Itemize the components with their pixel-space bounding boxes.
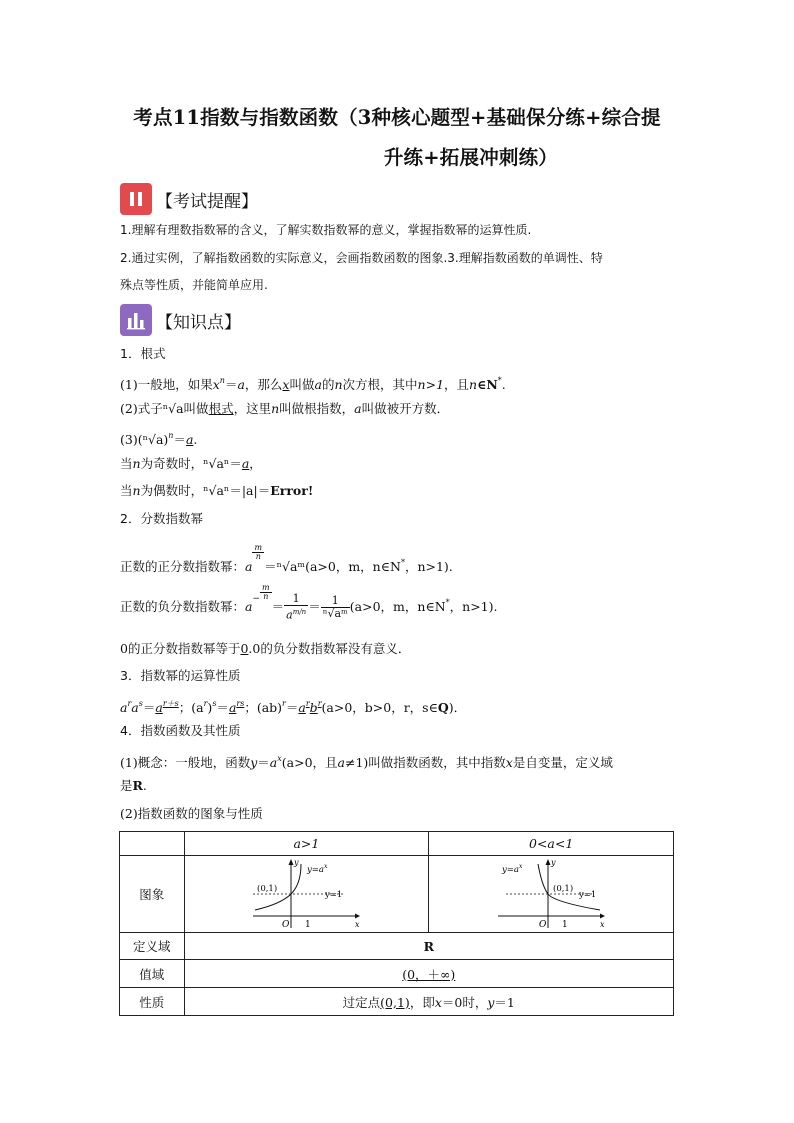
x-axis-arrow-icon [600, 914, 605, 919]
y-axis-arrow-icon [546, 859, 551, 865]
s2-title: 2．分数指数幂 [120, 511, 203, 526]
increasing-exp-graph [251, 858, 361, 930]
s4-line-3: (2)指数函数的图象与性质 [120, 806, 263, 821]
x-axis-arrow-icon [355, 914, 360, 919]
table-row [120, 856, 674, 933]
s1-title: 1．根式 [120, 346, 166, 361]
x-label: x [355, 920, 360, 929]
knowledge-heading [120, 304, 241, 336]
header-a-between-0-1: 0<a<1 [429, 832, 674, 856]
s2-line-1: 正数的正分数指数幂：a $\frac{m}{n}$ ＝ⁿ√aᵐ(a>0，m，n∈N*，n>1). [120, 543, 453, 574]
x-label: x [600, 920, 605, 929]
pause-bars-icon [120, 183, 152, 215]
title-line-2: 升练+拓展冲刺练） [383, 146, 558, 169]
reminder-heading-text: 【考试提醒】 [156, 191, 258, 212]
range-value: (0，＋∞) [184, 960, 673, 988]
header-a-greater-1: a>1 [184, 832, 429, 856]
reminder-line-1: 1.理解有理数指数幂的含义，了解实数指数幂的意义，掌握指数幂的运算性质. [120, 223, 532, 237]
table-row [120, 960, 674, 988]
y-axis-arrow-icon [289, 859, 294, 865]
s1-line-4: 当n为奇数时，ⁿ√aⁿ＝a， [120, 456, 262, 471]
s1-line-2: (2)式子ⁿ√a叫做根式，这里n叫做根指数，a叫做被开方数． [120, 401, 450, 416]
origin-label: O [282, 920, 290, 930]
reminder-heading [120, 183, 258, 215]
s4-line-1: (1)概念：一般地，函数$y=a^x(a>0$，且a≠1)叫做指数函数，其中指数x是自变量，定义域 [120, 754, 613, 770]
s2-line-2: 正数的负分数指数幂：a− $\frac{m}{n}$ ＝ $\frac{1}{a^{m/n}}$ ＝ $\frac{1}{\text{ⁿ√aᵐ}}$ (a>0，m，n∈N*，n>1). [120, 583, 498, 622]
table-row [120, 988, 674, 1016]
row-label-domain: 定义域 [120, 933, 185, 960]
property-value: 过定点(0,1)，即x＝0时，y＝1 [184, 988, 673, 1016]
s1-line-1: (1)一般地，如果$x^n=a$，那么x叫做a的n次方根，其中n>1，且n∈N*. [120, 376, 506, 392]
graph-increasing [184, 856, 429, 933]
s1-line-5: 当n为偶数时，ⁿ√aⁿ＝|a|＝Error! [120, 483, 314, 498]
domain-value: R [184, 933, 673, 960]
y-label: y [551, 858, 556, 867]
bar-chart-icon [120, 304, 152, 336]
row-label-graph: 图象 [120, 856, 185, 933]
s4-line-2: 是R. [120, 778, 147, 793]
title-line-1: 考点11指数与指数函数（3种核心题型+基础保分练+综合提 [133, 106, 661, 129]
row-label-range: 值域 [120, 960, 185, 988]
function-label: $y=a^x$ [307, 863, 328, 875]
s4-title: 4．指数函数及其性质 [120, 723, 241, 738]
knowledge-heading-text: 【知识点】 [156, 312, 241, 333]
asymptote-label: y=1 [579, 890, 597, 900]
exp-function-table [119, 831, 674, 1016]
reminder-line-3: 殊点等性质，并能简单应用. [120, 278, 268, 292]
decreasing-exp-graph [496, 858, 606, 930]
s3-line-1: $a^ra^s=a^{r+s}$；$(a^r)^s=a^{rs}$；$(ab)^r=a^rb^r(a>0$，b>0，r，s∈Q)． [120, 699, 467, 715]
asymptote-label: y=1 [325, 890, 343, 900]
table-row [120, 933, 674, 960]
tick-1-label: 1 [305, 920, 312, 930]
y-label: y [294, 858, 299, 867]
point-label: (0,1) [257, 884, 278, 894]
document-title [116, 98, 678, 178]
tick-1-label: 1 [562, 920, 568, 930]
s1-line-3: $(3)(^n√a)^n=a$. [120, 431, 198, 447]
point-label: (0,1) [553, 884, 574, 894]
graph-decreasing [429, 856, 674, 933]
table-row [120, 832, 674, 856]
s2-line-3: 0的正分数指数幂等于0.0的负分数指数幂没有意义． [120, 641, 411, 656]
reminder-line-2: 2.通过实例，了解指数函数的实际意义，会画指数函数的图象.3.理解指数函数的单调性、特 [120, 251, 603, 265]
function-label: $y=a^x$ [502, 863, 523, 875]
table-cell [120, 832, 185, 856]
row-label-property: 性质 [120, 988, 185, 1016]
origin-label: O [539, 920, 547, 930]
s3-title: 3．指数幂的运算性质 [120, 668, 241, 683]
